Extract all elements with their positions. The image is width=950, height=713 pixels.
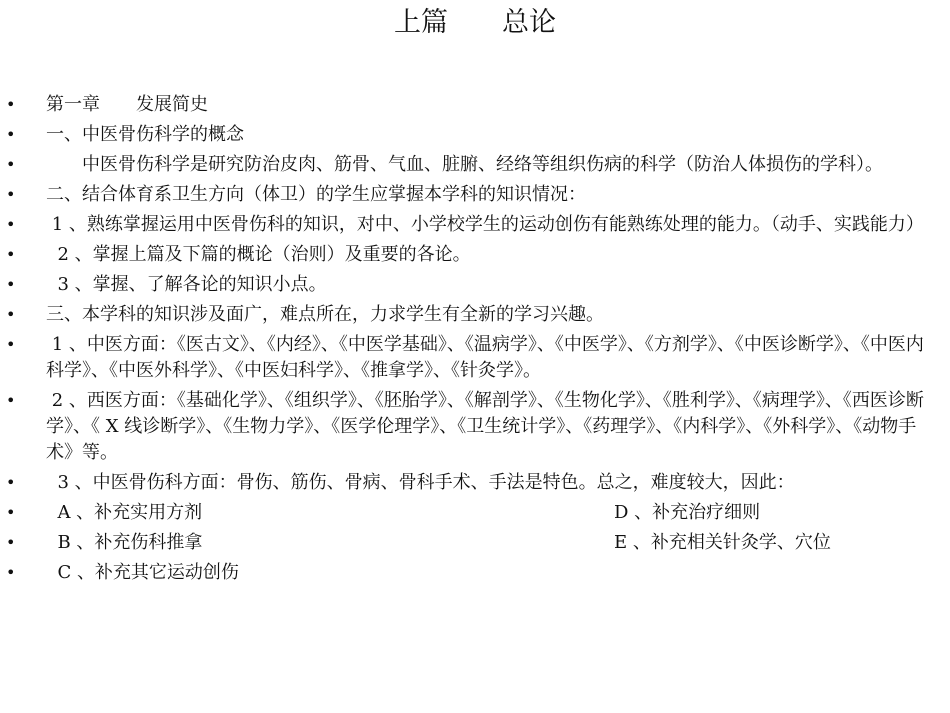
bullet-icon: • <box>6 503 16 522</box>
list-item <box>0 242 950 268</box>
bullet-icon: • <box>6 391 16 410</box>
sub-item-text: 1 、中医方面：《医古文》、《内经》、《中医学基础》、《温病学》、《中医学》、《方剂学》、《中医诊断学》、《中医内科学》、《中医外科学》、《中医妇科学》、《推拿学》、《针灸学》。 <box>46 334 924 381</box>
slide-title: 上篇 总论 <box>394 7 556 38</box>
list-item <box>0 182 950 208</box>
list-item <box>0 122 950 148</box>
bullet-icon: • <box>6 563 16 582</box>
supplement-left: C 、补充其它运动创伤 <box>46 562 239 583</box>
section-heading: 一、中医骨伤科学的概念 <box>46 124 244 145</box>
bullet-icon: • <box>6 125 16 144</box>
bullet-icon: • <box>6 215 16 234</box>
bullet-icon: • <box>6 473 16 492</box>
list-item <box>0 332 950 384</box>
sub-item-text: 2 、西医方面：《基础化学》、《组织学》、《胚胎学》、《解剖学》、《生物化学》、《胜利学》、《病理学》、《西医诊断学》、《 X 线诊断学》、《生物力学》、《医学伦理学》、《卫生统计学》、《药理学》、《内科学》、《外科学》、《动物手术》等。 <box>46 390 924 463</box>
section-heading: 二、结合体育系卫生方向（体卫）的学生应掌握本学科的知识情况： <box>46 184 586 205</box>
sub-item-text: 3 、中医骨伤科方面：骨伤、筋伤、骨病、骨科手术、手法是特色。总之，难度较大，因此： <box>46 472 795 493</box>
list-item <box>0 272 950 298</box>
sub-item-text: 2 、掌握上篇及下篇的概论（治则）及重要的各论。 <box>46 244 471 265</box>
list-item <box>0 470 950 496</box>
supplement-left: B 、补充伤科推拿 <box>46 532 203 553</box>
bullet-icon: • <box>6 185 16 204</box>
list-item <box>0 530 950 556</box>
list-item <box>0 152 950 178</box>
bullet-icon: • <box>6 335 16 354</box>
list-item <box>0 212 950 238</box>
list-item <box>0 500 950 526</box>
supplement-right: E 、补充相关针灸学、穴位 <box>614 532 831 553</box>
definition-text: 中医骨伤科学是研究防治皮肉、筋骨、气血、脏腑、经络等组织伤病的科学（防治人体损伤的学科）。 <box>46 154 883 175</box>
list-item <box>0 388 950 466</box>
bullet-icon: • <box>6 305 16 324</box>
list-item <box>0 302 950 328</box>
bullet-icon: • <box>6 533 16 552</box>
supplement-right: D 、补充治疗细则 <box>614 502 761 523</box>
section-heading: 三、本学科的知识涉及面广，难点所在，力求学生有全新的学习兴趣。 <box>46 304 604 325</box>
bullet-icon: • <box>6 245 16 264</box>
list-item <box>0 560 950 586</box>
sub-item-text: 3 、掌握、了解各论的知识小点。 <box>46 274 327 295</box>
chapter-heading: 第一章 发展简史 <box>46 94 208 115</box>
list-item <box>0 92 950 118</box>
supplement-left: A 、补充实用方剂 <box>46 502 203 523</box>
sub-item-text: 1 、熟练掌握运用中医骨伤科的知识，对中、小学校学生的运动创伤有能熟练处理的能力。（动手、实践能力） <box>46 214 924 235</box>
bullet-icon: • <box>6 275 16 294</box>
bullet-icon: • <box>6 95 16 114</box>
bullet-icon: • <box>6 155 16 174</box>
bullet-list <box>0 92 950 590</box>
